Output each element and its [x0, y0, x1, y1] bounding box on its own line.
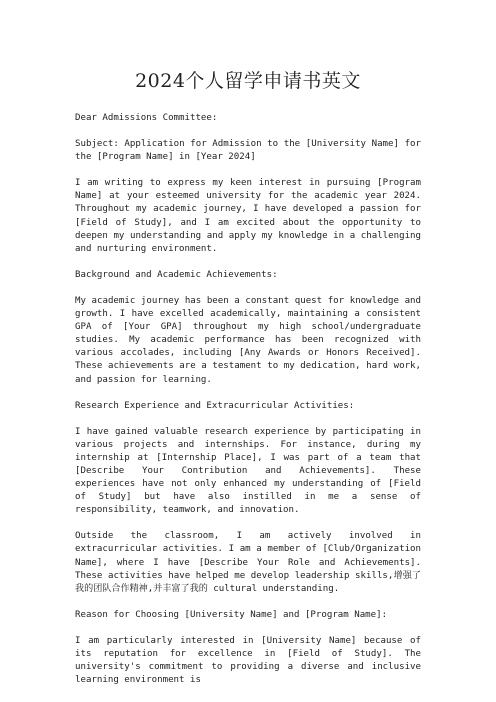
reason-paragraph: I am particularly interested in [University Name] because of its reputation for excellence in [Field of Study]. The university's commitment to providing a diverse and inclusive learning environment is [75, 635, 421, 686]
section-heading-reason: Reason for Choosing [University Name] and [Program Name]: [75, 609, 388, 620]
document-body [75, 112, 421, 700]
section-heading-background: Background and Academic Achievements: [75, 269, 278, 280]
extracurricular-paragraph: Outside the classroom, I am actively involved in extracurricular activities. I am a member of [Club/Organization Name], where I have [Describe Your Role and Achievements]. These activities have helped me develop leadership skills,增强了我的团队合作精神,并丰富了我的 cultural understanding. [75, 531, 421, 594]
salutation: Dear Admissions Committee: [75, 113, 218, 123]
section-heading-research: Research Experience and Extracurricular Activities: [75, 400, 355, 411]
document-title: 2024个人留学申请书英文 [135, 70, 361, 92]
intro-paragraph: I am writing to express my keen interest in pursuing [Program Name] at your esteemed university for the academic year 2024. Throughout my academic journey, I have developed a passion for [Field of Study], and I am excited about the opportunity to deepen my understanding and apply my knowledge in a challenging and nurturing environment. [75, 178, 421, 254]
subject-line: Subject: Application for Admission to the [University Name] for the [Program Name] in [Year 2024] [75, 139, 421, 163]
research-paragraph: I have gained valuable research experience by participating in various projects and internships. For instance, during my internship at [Internship Place], I was part of a team that [Describe Your Contribution and Achievements]. These experiences have not only enhanced my understanding of [Field of Study] but have also instilled in me a sense of responsibility, teamwork, and innovation. [75, 426, 421, 516]
background-paragraph: My academic journey has been a constant quest for knowledge and growth. I have excelled academically, maintaining a consistent GPA of [Your GPA] throughout my high school/undergraduate studies. My academic performance has been recognized with various accolades, including [Any Awards or Honors Received]. These achievements are a testament to my dedication, hard work, and passion for learning. [75, 295, 421, 385]
